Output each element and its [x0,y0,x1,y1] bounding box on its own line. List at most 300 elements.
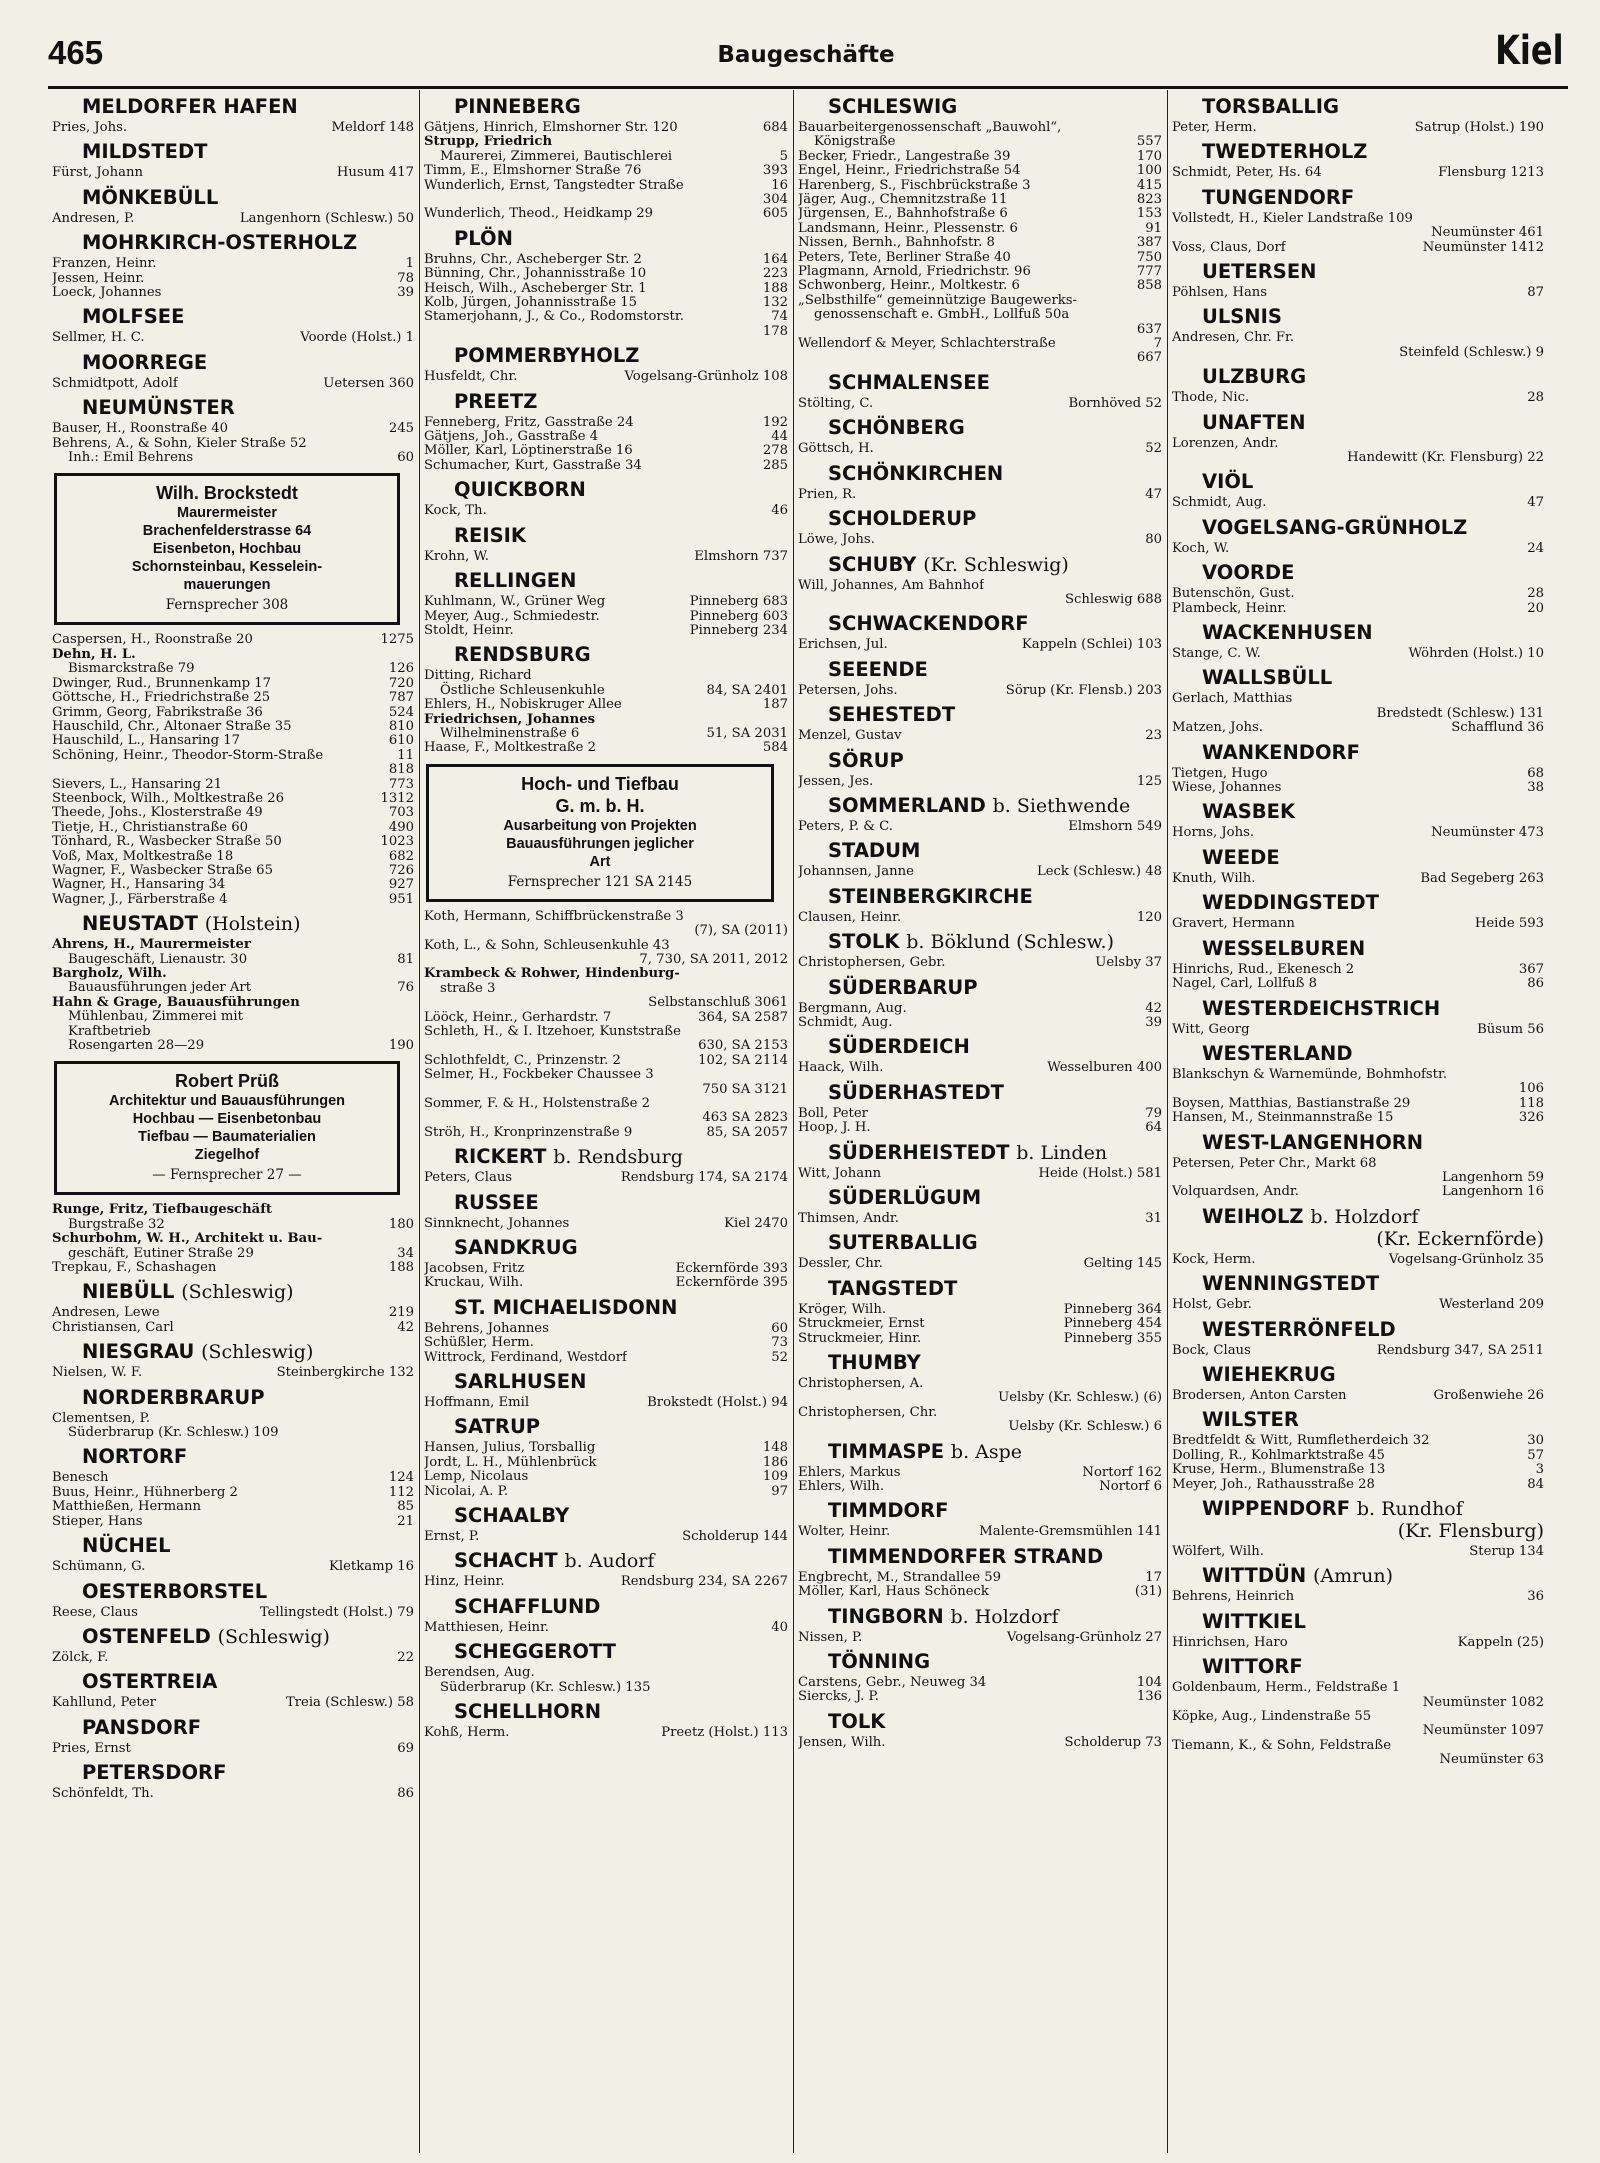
directory-entry [52,850,414,864]
entry-name: Siercks, J. P. [798,1690,879,1705]
directory-column-3 [798,90,1162,2150]
place-heading [424,644,788,666]
entry-name: Petersen, Peter Chr., Markt 68 [1172,1156,1377,1171]
directory-entry [424,1126,788,1140]
place-heading [424,1641,788,1663]
entry-phone: 187 [759,698,788,712]
place-name: SCHELLHORN [454,1700,602,1724]
place-name: WESTERRÖNFELD [1202,1317,1396,1341]
entry-name: Schumacher, Kurt, Gasstraße 34 [424,458,642,473]
entry-phone: 30 [1523,1434,1544,1448]
entry-phone: Eckernförde 395 [672,1276,788,1290]
place-name: SCHWACKENDORF [828,612,1029,636]
entry-name: Christophersen, A. [798,1377,924,1392]
entry-phone: 85 [393,1500,414,1514]
entry-phone: 42 [393,1321,414,1335]
entry-name: Hahn & Grage, Bauausführungen [52,995,300,1010]
entry-name: Stange, C. W. [1172,647,1261,662]
place-name: SEHESTEDT [828,703,956,727]
entry-phone: Eckernförde 393 [672,1262,788,1276]
directory-entry [1172,391,1544,405]
entry-phone: Pinneberg 603 [686,610,788,624]
entry-name: Jäger, Aug., Chemnitzstraße 11 [798,193,1008,208]
entry-name: Kuhlmann, W., Grüner Weg [424,595,606,610]
entry-phone: 490 [385,821,414,835]
entry-phone: 60 [393,451,414,465]
directory-entry [424,684,788,698]
entry-phone: Uelsby (Kr. Schlesw.) 6 [1004,1420,1162,1434]
place-name: WENNINGSTEDT [1202,1272,1380,1296]
entry-phone: Selbstanschluß 3061 [644,996,788,1010]
entry-name: Schmidt, Aug. [1172,496,1267,511]
place-name: STOLK [828,930,900,954]
place-name: STADUM [828,839,921,863]
entry-name: Sinnknecht, Johannes [424,1216,570,1231]
place-heading [52,1717,414,1739]
directory-entry [1172,1253,1544,1267]
entry-name: Lööck, Heinr., Gerhardstr. 7 [424,1010,612,1025]
directory-entry [1172,1157,1544,1171]
entry-phone: 46 [767,504,788,518]
entry-phone: Pinneberg 355 [1060,1332,1162,1346]
entry-name: Kruse, Herm., Blumenstraße 13 [1172,1463,1386,1478]
directory-entry [1172,721,1544,735]
entry-name: Gätjens, Joh., Gasstraße 4 [424,430,599,445]
entry-name: Jessen, Jes. [798,774,874,789]
entry-name: Koth, L., & Sohn, Schleusenkuhle 43 [424,938,670,953]
entry-phone: 219 [385,1306,414,1320]
entry-phone: 750 [1133,251,1162,265]
entry-name: Wunderlich, Theod., Heidkamp 29 [424,207,654,222]
entry-phone: Rendsburg 174, SA 2174 [617,1171,788,1185]
directory-entry [424,193,788,207]
directory-entry [1172,1710,1544,1724]
place-heading [52,1281,414,1303]
directory-entry [52,1247,414,1261]
place-heading [798,886,1162,908]
entry-name: Wagner, J., Färberstraße 4 [52,892,228,907]
entry-phone: 1312 [376,792,414,806]
entry-name: Kock, Herm. [1172,1252,1256,1267]
entry-phone: Großenwiehe 26 [1430,1389,1544,1403]
directory-entry [424,982,788,996]
entry-phone: 178 [759,325,788,339]
entry-name: Hansen, Julius, Torsballig [424,1441,596,1456]
entry-phone: 684 [759,121,788,135]
directory-entry [1172,1449,1544,1463]
directory-entry [1172,241,1544,255]
directory-entry [1172,1478,1544,1492]
directory-entry [798,1257,1162,1271]
entry-name: Harenberg, S., Fischbrückstraße 3 [798,178,1031,193]
place-heading [798,1036,1162,1058]
directory-entry [798,164,1162,178]
entry-phone: 858 [1133,279,1162,293]
entry-name: Zölck, F. [52,1650,109,1665]
place-name: WESTERDEICHSTRICH [1202,996,1441,1020]
directory-entry [424,444,788,458]
directory-entry [798,442,1162,456]
directory-entry [1172,1636,1544,1650]
directory-entry [52,1039,414,1053]
entry-name: Kohß, Herm. [424,1726,510,1741]
entry-phone: Elmshorn 549 [1064,820,1162,834]
ad-title: Wilh. Brockstedt [156,483,298,504]
entry-name: Knuth, Wilh. [1172,871,1256,886]
place-heading [1172,96,1544,118]
place-name: WITTORF [1202,1655,1303,1679]
entry-phone: 393 [759,164,788,178]
place-heading [424,345,788,367]
entry-name: Brodersen, Anton Carsten [1172,1388,1347,1403]
entry-phone: 170 [1133,150,1162,164]
place-name: TWEDTERHOLZ [1202,140,1368,164]
place-heading [1172,562,1544,584]
place-heading [798,750,1162,772]
place-heading [52,913,414,935]
directory-entry [52,893,414,907]
directory-entry [424,1621,788,1635]
entry-name: straße 3 [440,980,496,996]
place-heading [1172,1409,1544,1431]
place-name: UETERSEN [1202,260,1317,284]
directory-entry [1172,1545,1544,1559]
directory-entry [424,1485,788,1499]
directory-entry [1172,166,1544,180]
directory-entry [52,1515,414,1529]
entry-name: Fenneberg, Fritz, Gasstraße 24 [424,415,634,430]
place-name: TANGSTEDT [828,1276,958,1300]
entry-name: Loeck, Johannes [52,286,162,301]
place-heading [52,306,414,328]
entry-name: Johannsen, Janne [798,865,914,880]
entry-name: Peters, Tete, Berliner Straße 40 [798,250,1011,265]
directory-entry [52,996,414,1010]
directory-entry [424,459,788,473]
entry-phone: 86 [393,1787,414,1801]
entry-phone: (7), SA (2011) [690,924,788,938]
place-name: ULSNIS [1202,305,1282,329]
directory-entry [1172,1739,1544,1753]
entry-name: Schlothfeldt, C., Prinzenstr. 2 [424,1053,621,1068]
directory-entry [424,1726,788,1740]
place-heading [1172,1043,1544,1065]
entry-name: Inh.: Emil Behrens [68,450,194,466]
place-heading [424,391,788,413]
place-heading [52,187,414,209]
place-heading-continued [1172,1520,1544,1542]
place-name: MOLFSEE [82,305,185,329]
entry-name: Ahrens, H., Maurermeister [52,938,251,953]
entry-name: Erichsen, Jul. [798,638,888,653]
directory-entry [424,310,788,324]
directory-entry [52,1366,414,1380]
entry-name: Thimsen, Andr. [798,1211,899,1226]
entry-name: Wölfert, Wilh. [1172,1544,1264,1559]
entry-phone: 76 [393,981,414,995]
entry-name: Theede, Johs., Klosterstraße 49 [52,806,263,821]
directory-entry [424,1054,788,1068]
place-name: RICKERT [454,1145,547,1169]
directory-entry [424,1068,788,1082]
place-name: WESTERLAND [1202,1041,1353,1065]
place-name: PLÖN [454,226,513,250]
entry-name: Holst, Gebr. [1172,1298,1252,1313]
entry-phone: 80 [1141,533,1162,547]
directory-entry [798,294,1162,308]
entry-name: Schönfeldt, Th. [52,1787,154,1802]
entry-name: Meyer, Joh., Rathausstraße 28 [1172,1477,1375,1492]
entry-name: Möller, Karl, Haus Schöneck [798,1585,989,1600]
entry-phone: 164 [759,253,788,267]
place-heading [1172,938,1544,960]
page-header [48,28,1564,80]
directory-entry [52,1742,414,1756]
place-suffix: b. Holzdorf [1310,1205,1419,1228]
directory-entry [798,150,1162,164]
directory-entry [424,267,788,281]
entry-phone: 23 [1141,729,1162,743]
directory-entry [424,121,788,135]
entry-phone: Nortorf 162 [1078,1466,1162,1480]
place-heading [798,704,1162,726]
entry-phone: 79 [1141,1107,1162,1121]
place-heading [798,96,1162,118]
directory-entry [1172,331,1544,345]
place-heading [1172,306,1544,328]
directory-entry [798,956,1162,970]
ad-line: Hochbau — Eisenbetonbau [132,1111,322,1128]
entry-name: Sellmer, H. C. [52,331,145,346]
place-heading [1172,847,1544,869]
ad-line: mauerungen [183,577,271,594]
directory-entry [424,595,788,609]
place-heading [798,1232,1162,1254]
entry-name: Pöhlsen, Hans [1172,286,1268,301]
entry-name: Clementsen, P. [52,1411,151,1426]
directory-entry [52,1696,414,1710]
directory-entry [1172,346,1544,360]
entry-phone: 927 [385,878,414,892]
directory-entry [424,504,788,518]
directory-entry [52,953,414,967]
place-heading [1172,366,1544,388]
entry-name: Süderbrarup (Kr. Schlesw.) 135 [440,1679,651,1695]
directory-entry [424,741,788,755]
directory-entry [798,236,1162,250]
place-heading [1172,1611,1544,1633]
entry-phone: 750 SA 3121 [698,1083,788,1097]
entry-phone: Brokstedt (Holst.) 94 [643,1396,788,1410]
entry-name: Bauarbeitergenossenschaft „Bauwohl“, [798,121,1062,135]
entry-name: Burgstraße 32 [68,1216,165,1232]
directory-entry [1172,872,1544,886]
directory-entry [798,1585,1162,1599]
ad-line: Art [589,853,611,870]
entry-name: Kock, Th. [424,504,487,519]
entry-name: Andresen, Lewe [52,1306,160,1321]
directory-entry [798,397,1162,411]
entry-phone: 112 [385,1486,414,1500]
directory-entry [52,981,414,995]
directory-entry [1172,826,1544,840]
entry-name: Hinz, Heinr. [424,1575,505,1590]
entry-name: Wiese, Johannes [1172,781,1282,796]
entry-phone: 245 [385,422,414,436]
place-name: WITTDÜN [1202,1564,1307,1588]
directory-entry [798,579,1162,593]
entry-phone: 630, SA 2153 [694,1039,788,1053]
place-name: SCHÖNKIRCHEN [828,461,1004,485]
entry-phone: Uelsby 37 [1091,956,1162,970]
entry-phone: 125 [1133,775,1162,789]
directory-entry [52,257,414,271]
place-name: MOHRKIRCH-OSTERHOLZ [82,231,358,255]
entry-phone: 78 [393,272,414,286]
directory-column-1 [52,90,414,2150]
entry-name: Engbrecht, M., Strandallee 59 [798,1570,1002,1585]
place-name: SCHEGGEROTT [454,1640,616,1664]
place-heading [798,1441,1162,1463]
place-heading [798,1142,1162,1164]
directory-entry [1172,1389,1544,1403]
entry-name: Peters, Claus [424,1171,513,1186]
entry-phone: 180 [385,1218,414,1232]
directory-entry [52,677,414,691]
entry-phone: Tellingstedt (Holst.) 79 [256,1606,414,1620]
place-heading [52,1341,414,1363]
entry-name: Göttsch, H. [798,442,874,457]
entry-phone: Kappeln (Schlei) 103 [1018,638,1162,652]
place-suffix: (Kr. Eckernförde) [1376,1227,1544,1250]
directory-entry [798,135,1162,149]
entry-name: Haase, F., Moltkestraße 2 [424,741,597,756]
place-heading [798,1546,1162,1568]
directory-entry [798,121,1162,135]
directory-entry [52,763,414,777]
place-suffix: b. Holzdorf [950,1605,1059,1628]
entry-phone: 16 [767,179,788,193]
ad-line: Ausarbeitung von Projekten [503,817,697,834]
directory-entry [798,193,1162,207]
directory-entry [798,251,1162,265]
directory-entry [798,1631,1162,1645]
entry-phone: 74 [767,310,788,324]
directory-entry [424,253,788,267]
entry-phone: 136 [1133,1690,1162,1704]
entry-phone: 787 [385,691,414,705]
place-heading [1172,1206,1544,1228]
directory-entry [52,806,414,820]
directory-entry [798,1466,1162,1480]
place-name: RENDSBURG [454,643,591,667]
entry-phone: Wöhrden (Holst.) 10 [1404,647,1544,661]
entry-name: Bismarckstraße 79 [68,661,195,677]
place-heading [1172,517,1544,539]
directory-entry [1172,496,1544,510]
entry-name: Peter, Herm. [1172,121,1257,135]
place-heading [1172,1565,1544,1587]
entry-name: Boysen, Matthias, Bastianstraße 29 [1172,1096,1411,1111]
directory-entry [798,1391,1162,1405]
directory-entry [1172,767,1544,781]
entry-phone: 7 [1150,337,1162,351]
directory-entry [798,323,1162,337]
entry-name: Matthießen, Hermann [52,1500,201,1515]
directory-entry [424,164,788,178]
entry-name: Nielsen, W. F. [52,1366,143,1381]
place-heading [424,1297,788,1319]
entry-name: Struckmeier, Ernst [798,1317,925,1332]
entry-name: Schmidt, Peter, Hs. 64 [1172,166,1322,181]
place-name: RELLINGEN [454,569,577,593]
entry-phone: 47 [1141,488,1162,502]
place-heading [52,1387,414,1409]
place-name: POMMERBYHOLZ [454,344,640,368]
entry-phone: Voorde (Holst.) 1 [296,331,414,345]
ad-line: Eisenbeton, Hochbau [152,541,302,558]
entry-phone: 51, SA 2031 [703,727,788,741]
place-heading [424,1701,788,1723]
entry-name: Bredtfeldt & Witt, Rumfletherdeich 32 [1172,1434,1430,1449]
place-heading [424,1146,788,1168]
place-name: TOLK [828,1709,886,1733]
entry-phone: Rendsburg 347, SA 2511 [1373,1344,1544,1358]
place-name: PANSDORF [82,1715,202,1739]
place-heading [424,1416,788,1438]
directory-entry [798,1317,1162,1331]
directory-entry [798,533,1162,547]
ad-phone: Fernsprecher 308 [165,597,289,614]
directory-entry [1172,917,1544,931]
entry-name: Jessen, Heinr. [52,271,145,286]
place-heading [424,479,788,501]
directory-entry [424,179,788,193]
entry-phone: 818 [385,763,414,777]
place-name: WIPPENDORF [1202,1496,1351,1520]
entry-name: Löwe, Johs. [798,533,875,548]
place-name: ST. MICHAELISDONN [454,1295,678,1319]
entry-phone: 31 [1141,1212,1162,1226]
entry-name: Struckmeier, Hinr. [798,1331,922,1346]
entry-name: geschäft, Eutiner Straße 29 [68,1245,254,1261]
place-heading [1172,1319,1544,1341]
directory-entry [1172,1590,1544,1604]
place-name: SUTERBALLIG [828,1231,978,1255]
entry-phone: Gelting 145 [1080,1257,1162,1271]
entry-phone: 44 [767,430,788,444]
directory-entry [1172,707,1544,721]
entry-phone: 100 [1133,164,1162,178]
entry-name: Schwonberg, Heinr., Moltkestr. 6 [798,279,1020,294]
entry-name: Stoldt, Heinr. [424,623,514,638]
directory-entry [52,272,414,286]
place-heading [52,352,414,374]
directory-entry [798,1480,1162,1494]
directory-entry [52,821,414,835]
entry-phone: Wesselburen 400 [1043,1061,1162,1075]
entry-phone: 47 [1523,496,1544,510]
entry-phone: 132 [759,296,788,310]
place-name: REISIK [454,523,527,547]
entry-name: Behrens, Heinrich [1172,1590,1295,1605]
entry-name: Behrens, A., & Sohn, Kieler Straße 52 [52,436,307,451]
entry-phone: 21 [393,1515,414,1529]
entry-name: Ernst, P. [424,1530,480,1545]
directory-entry [424,610,788,624]
place-name: WEDDINGSTEDT [1202,891,1379,915]
entry-phone: Steinbergkirche 132 [273,1366,414,1380]
